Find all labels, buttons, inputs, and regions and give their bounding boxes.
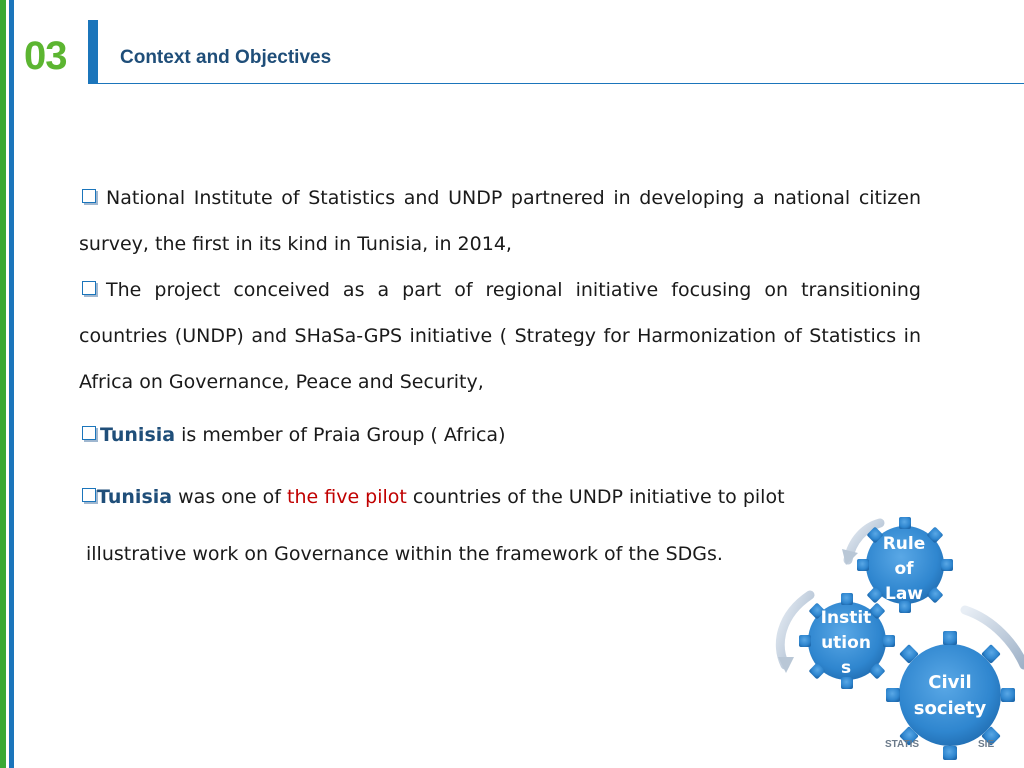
gear-rule-of-law-line-3: Law bbox=[884, 584, 924, 604]
gear-rule-of-law-line-2: of bbox=[894, 559, 914, 579]
gear-institutions bbox=[799, 593, 895, 689]
section-title: Context and Objectives bbox=[120, 47, 332, 68]
gear-rule-of-law bbox=[857, 517, 953, 613]
cycle-arrow-left bbox=[780, 595, 810, 665]
footer-logo-text-right: SIE bbox=[978, 739, 995, 750]
checkbox-bullet-icon bbox=[82, 189, 96, 203]
checkbox-bullet-icon bbox=[82, 488, 96, 502]
side-accent-bar-green bbox=[0, 0, 6, 768]
checkbox-bullet-icon bbox=[82, 426, 96, 440]
gear-rule-of-law-line-1: Rule bbox=[882, 534, 926, 554]
title-divider bbox=[88, 20, 98, 84]
bullet-item-4-continuation: illustrative work on Governance within the framework of the SDGs. bbox=[86, 543, 723, 565]
section-number: 03 bbox=[24, 34, 67, 78]
emphasis-tunisia: Tunisia bbox=[100, 424, 176, 446]
footer-logo-text-left: STATIS bbox=[885, 739, 920, 750]
governance-gears-diagram bbox=[770, 515, 1024, 768]
bullet-item-3: Tunisia is member of Praia Group ( Africa) bbox=[79, 424, 506, 446]
gear-civil-society-line-2: society bbox=[913, 698, 987, 719]
gear-institutions-line-1: Instit bbox=[820, 608, 872, 628]
bullet-item-2: The project conceived as a part of regional initiative focusing on transitioning countries (UNDP) and SHaSa-GPS initiative ( Strategy for Harmonization of Statistics in Africa on Governance, Peace and Security, bbox=[79, 279, 921, 393]
highlight-five-pilot: the five pilot bbox=[287, 486, 407, 508]
side-accent-bar-blue bbox=[9, 0, 14, 768]
gear-institutions-line-2: ution bbox=[821, 633, 871, 653]
bullet-list bbox=[79, 175, 921, 405]
checkbox-bullet-icon bbox=[82, 281, 96, 295]
emphasis-tunisia: Tunisia bbox=[97, 486, 173, 508]
bullet-item-4: Tunisia was one of the five pilot countries of the UNDP initiative to pilot bbox=[79, 486, 785, 508]
header-underline bbox=[98, 83, 1024, 84]
bullet-item-1: National Institute of Statistics and UNDP partnered in developing a national citizen survey, the first in its kind in Tunisia, in 2014, bbox=[79, 187, 921, 255]
gear-civil-society-line-1: Civil bbox=[928, 672, 972, 693]
gear-institutions-line-3: s bbox=[840, 658, 852, 678]
